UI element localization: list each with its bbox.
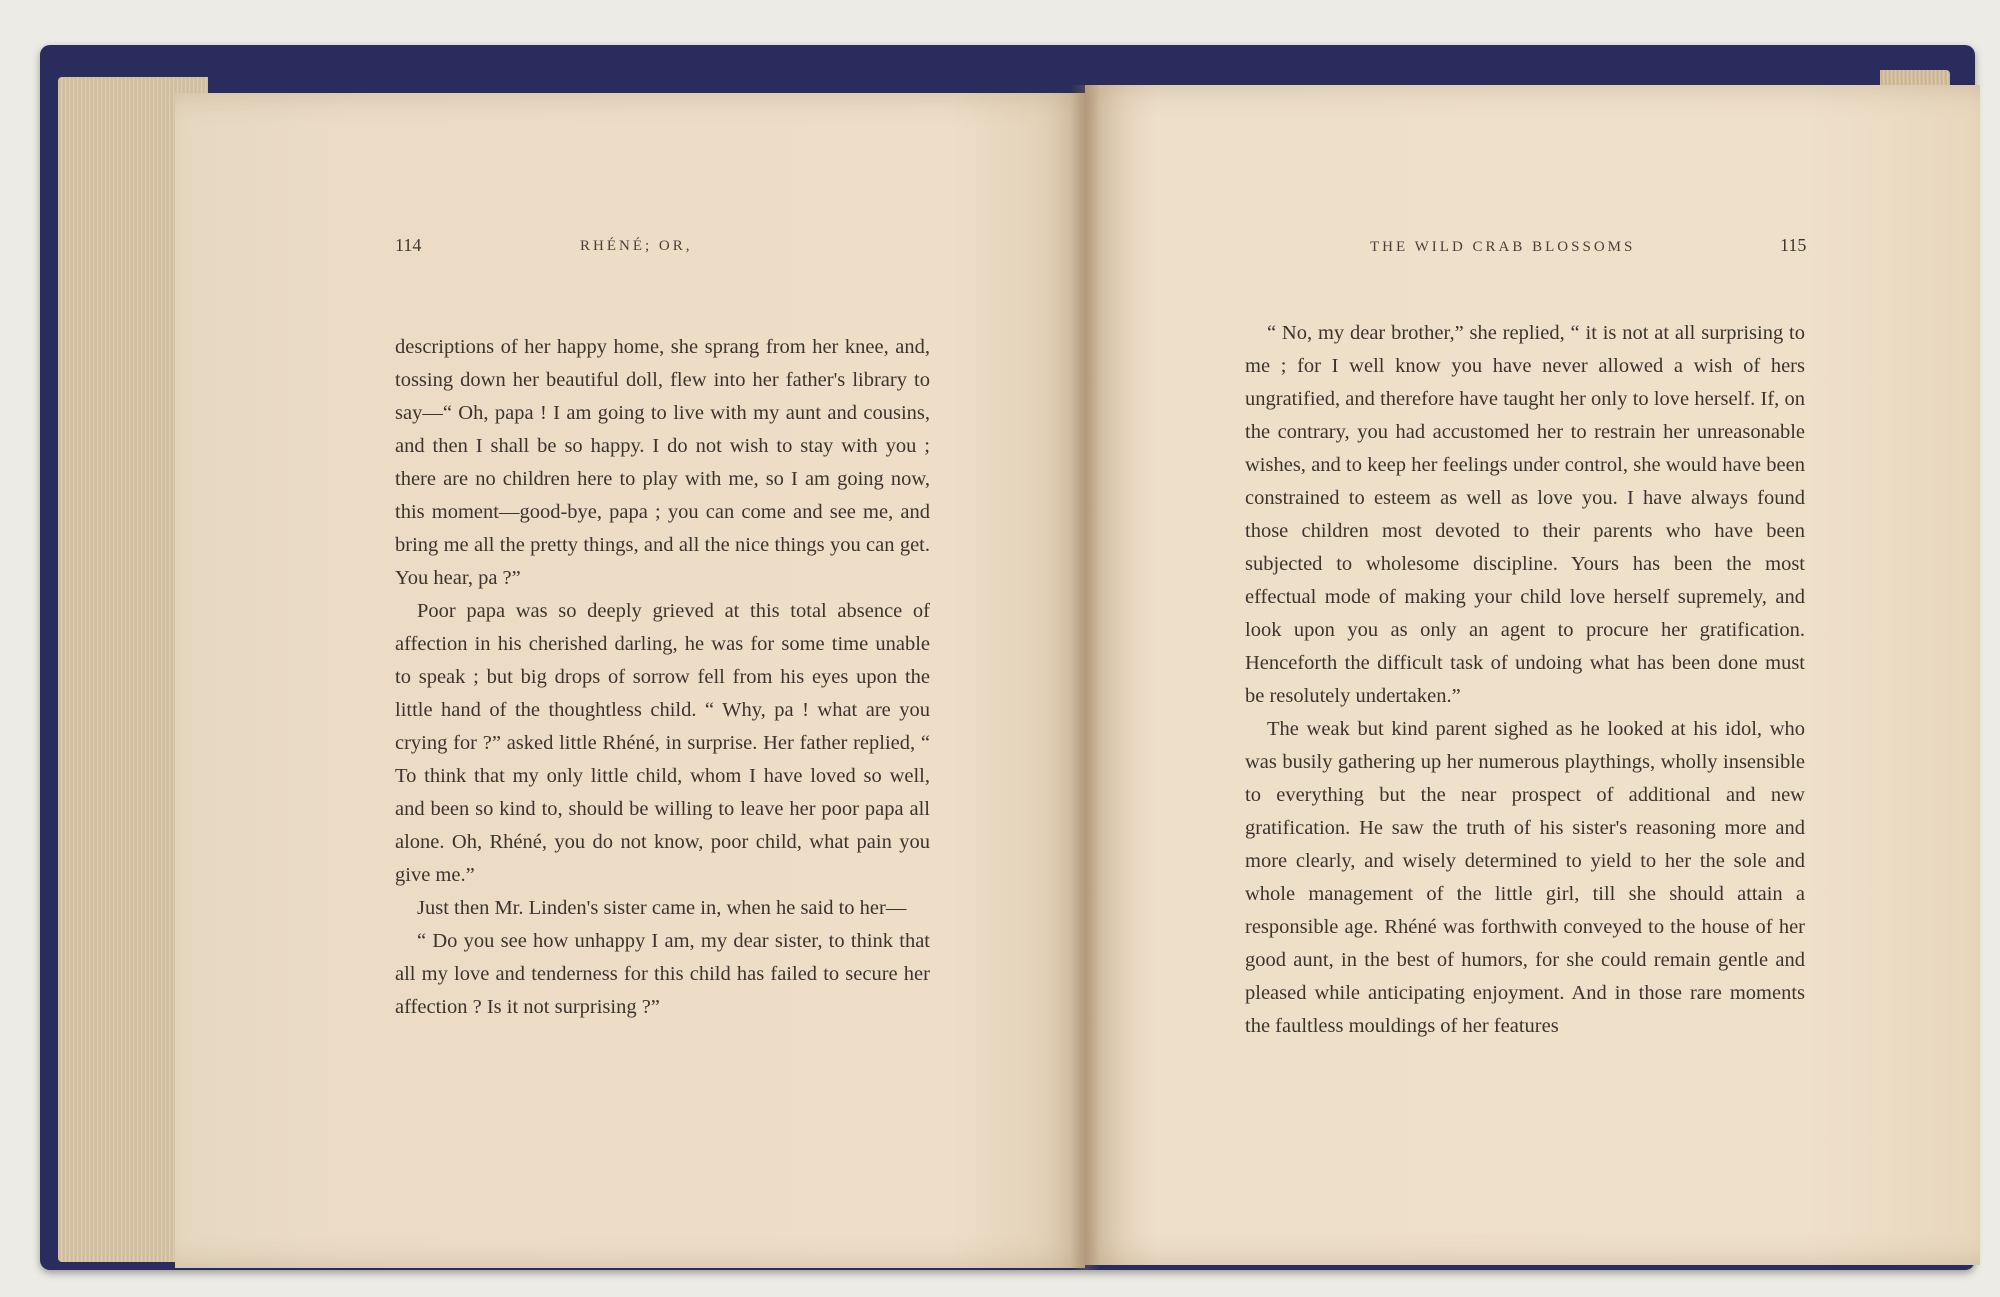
running-head-left: RHÉNÉ; OR,	[580, 238, 693, 254]
paragraph: The weak but kind parent sighed as he looked at his idol, who was busily gathering up her numerous playthings, wholly insensible to everything but the near prospect of additional and new gratification. He saw the truth of his sister's reasoning more and more clearly, and wisely determined to yield to her the sole and whole management of the little girl, till she should attain a responsible age. Rhéné was forthwith conveyed to the house of her good aunt, in the best of humors, for she could remain gentle and pleased while anticipating enjoyment. And in those rare moments the faultless mouldings of her features	[1245, 718, 1805, 1037]
page-number-left: 114	[395, 235, 422, 255]
left-page	[175, 93, 1085, 1268]
book-gutter	[1070, 85, 1100, 1270]
paragraph: Just then Mr. Linden's sister came in, when he said to her—	[417, 897, 907, 919]
paragraph: descriptions of her happy home, she sprang from her knee, and, tossing down her beautiful doll, flew into her father's library to say—“ Oh, papa ! I am going to live with my aunt and cousins, and then I shall be so happy. I do not wish to stay with you ; there are no children here to play with me, so I am going now, this moment—good-bye, papa ; you can come and see me, and bring me all the pretty things, and all the nice things you can get. You hear, pa ?”	[395, 336, 930, 589]
paragraph: “ No, my dear brother,” she replied, “ it is not at all surprising to me ; for I well know you have never allowed a wish of hers ungratified, and therefore have taught her only to love herself. If, on the contrary, you had accustomed her to restrain her unreasonable wishes, and to keep her feelings under control, she would have been constrained to esteem as well as love you. I have always found those children most devoted to their parents who have been subjected to wholesome discipline. Yours has been the most effectual mode of making your child love herself supremely, and look upon you as only an agent to procure her gratification. Henceforth the difficult task of undoing what has been done must be resolutely undertaken.”	[1245, 322, 1805, 707]
right-page	[1085, 85, 1980, 1265]
paragraph: Poor papa was so deeply grieved at this total absence of affection in his cherished darling, he was for some time unable to speak ; but big drops of sorrow fell from his eyes upon the little hand of the thoughtless child. “ Why, pa ! what are you crying for ?” asked little Rhéné, in surprise. Her father replied, “ To think that my only little child, whom I have loved so well, and been so kind to, should be willing to leave her poor papa all alone. Oh, Rhéné, you do not know, poor child, what pain you give me.”	[395, 600, 930, 886]
left-page-text	[395, 331, 930, 1024]
right-page-text	[1245, 317, 1805, 1043]
running-head-right: THE WILD CRAB BLOSSOMS	[1370, 239, 1636, 255]
paragraph: “ Do you see how unhappy I am, my dear sister, to think that all my love and tenderness for this child has failed to secure her affection ? Is it not surprising ?”	[395, 930, 930, 1018]
open-book	[40, 45, 2000, 1275]
page-number-right: 115	[1780, 235, 1807, 255]
